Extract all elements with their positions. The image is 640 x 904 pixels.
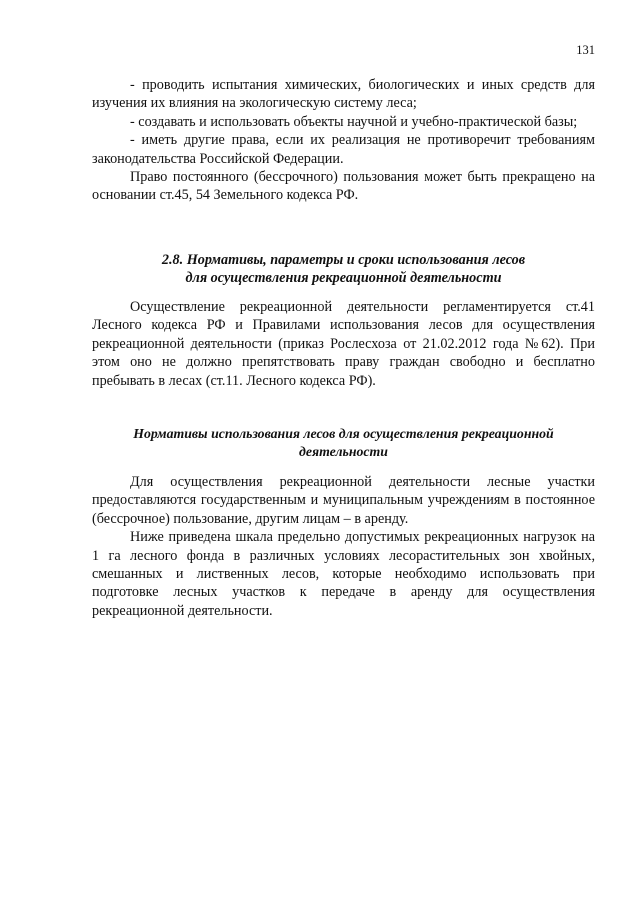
paragraph: Для осуществления рекреационной деятельности лесные участки предоставляются государственным и муниципальным учреждениям в постоянное (бессрочное) пользование, другим лицам – в аренду. (92, 474, 595, 527)
paragraph: Право постоянного (бессрочного) пользования может быть прекращено на основании ст.45, 54 Земельного кодекса РФ. (92, 169, 595, 204)
subsection-heading (92, 425, 595, 461)
subsection-body (92, 473, 595, 620)
section-heading-line: 2.8. Нормативы, параметры и сроки использования лесов (161, 252, 526, 268)
paragraph: Ниже приведена шкала предельно допустимых рекреационных нагрузок на 1 га лесного фонда в различных условиях лесорастительных зон хвойных, смешанных и лиственных лесов, которые необходимо использовать при подготовке лесных участков к передаче в аренду для осуществления рекреационной деятельности. (92, 529, 595, 619)
paragraph: Осуществление рекреационной деятельности регламентируется ст.41 Лесного кодекса РФ и Правилами использования лесов для осуществления рекреационной деятельности (приказ Рослесхоза от 21.02.2012 года №62). При этом оно не должно препятствовать праву граждан свободно и бесплатно пребывать в лесах (ст.11. Лесного кодекса РФ). (92, 299, 595, 389)
section-heading-line: для осуществления рекреационной деятельности (185, 270, 502, 286)
intro-section (92, 76, 595, 205)
list-item: - проводить испытания химических, биологических и иных средств для изучения их влияния на экологическую систему леса; (92, 77, 595, 112)
section-body (92, 298, 595, 390)
subsection-heading-line: деятельности (299, 444, 388, 459)
section-heading (92, 251, 595, 287)
list-item: - создавать и использовать объекты научной и учебно-практической базы; (130, 113, 578, 130)
subsection-heading-line: Нормативы использования лесов для осуществления рекреационной (133, 426, 554, 441)
list-item: - иметь другие права, если их реализация не противоречит требованиям законодательства Российской Федерации. (92, 132, 595, 167)
page-number: 131 (576, 43, 595, 57)
